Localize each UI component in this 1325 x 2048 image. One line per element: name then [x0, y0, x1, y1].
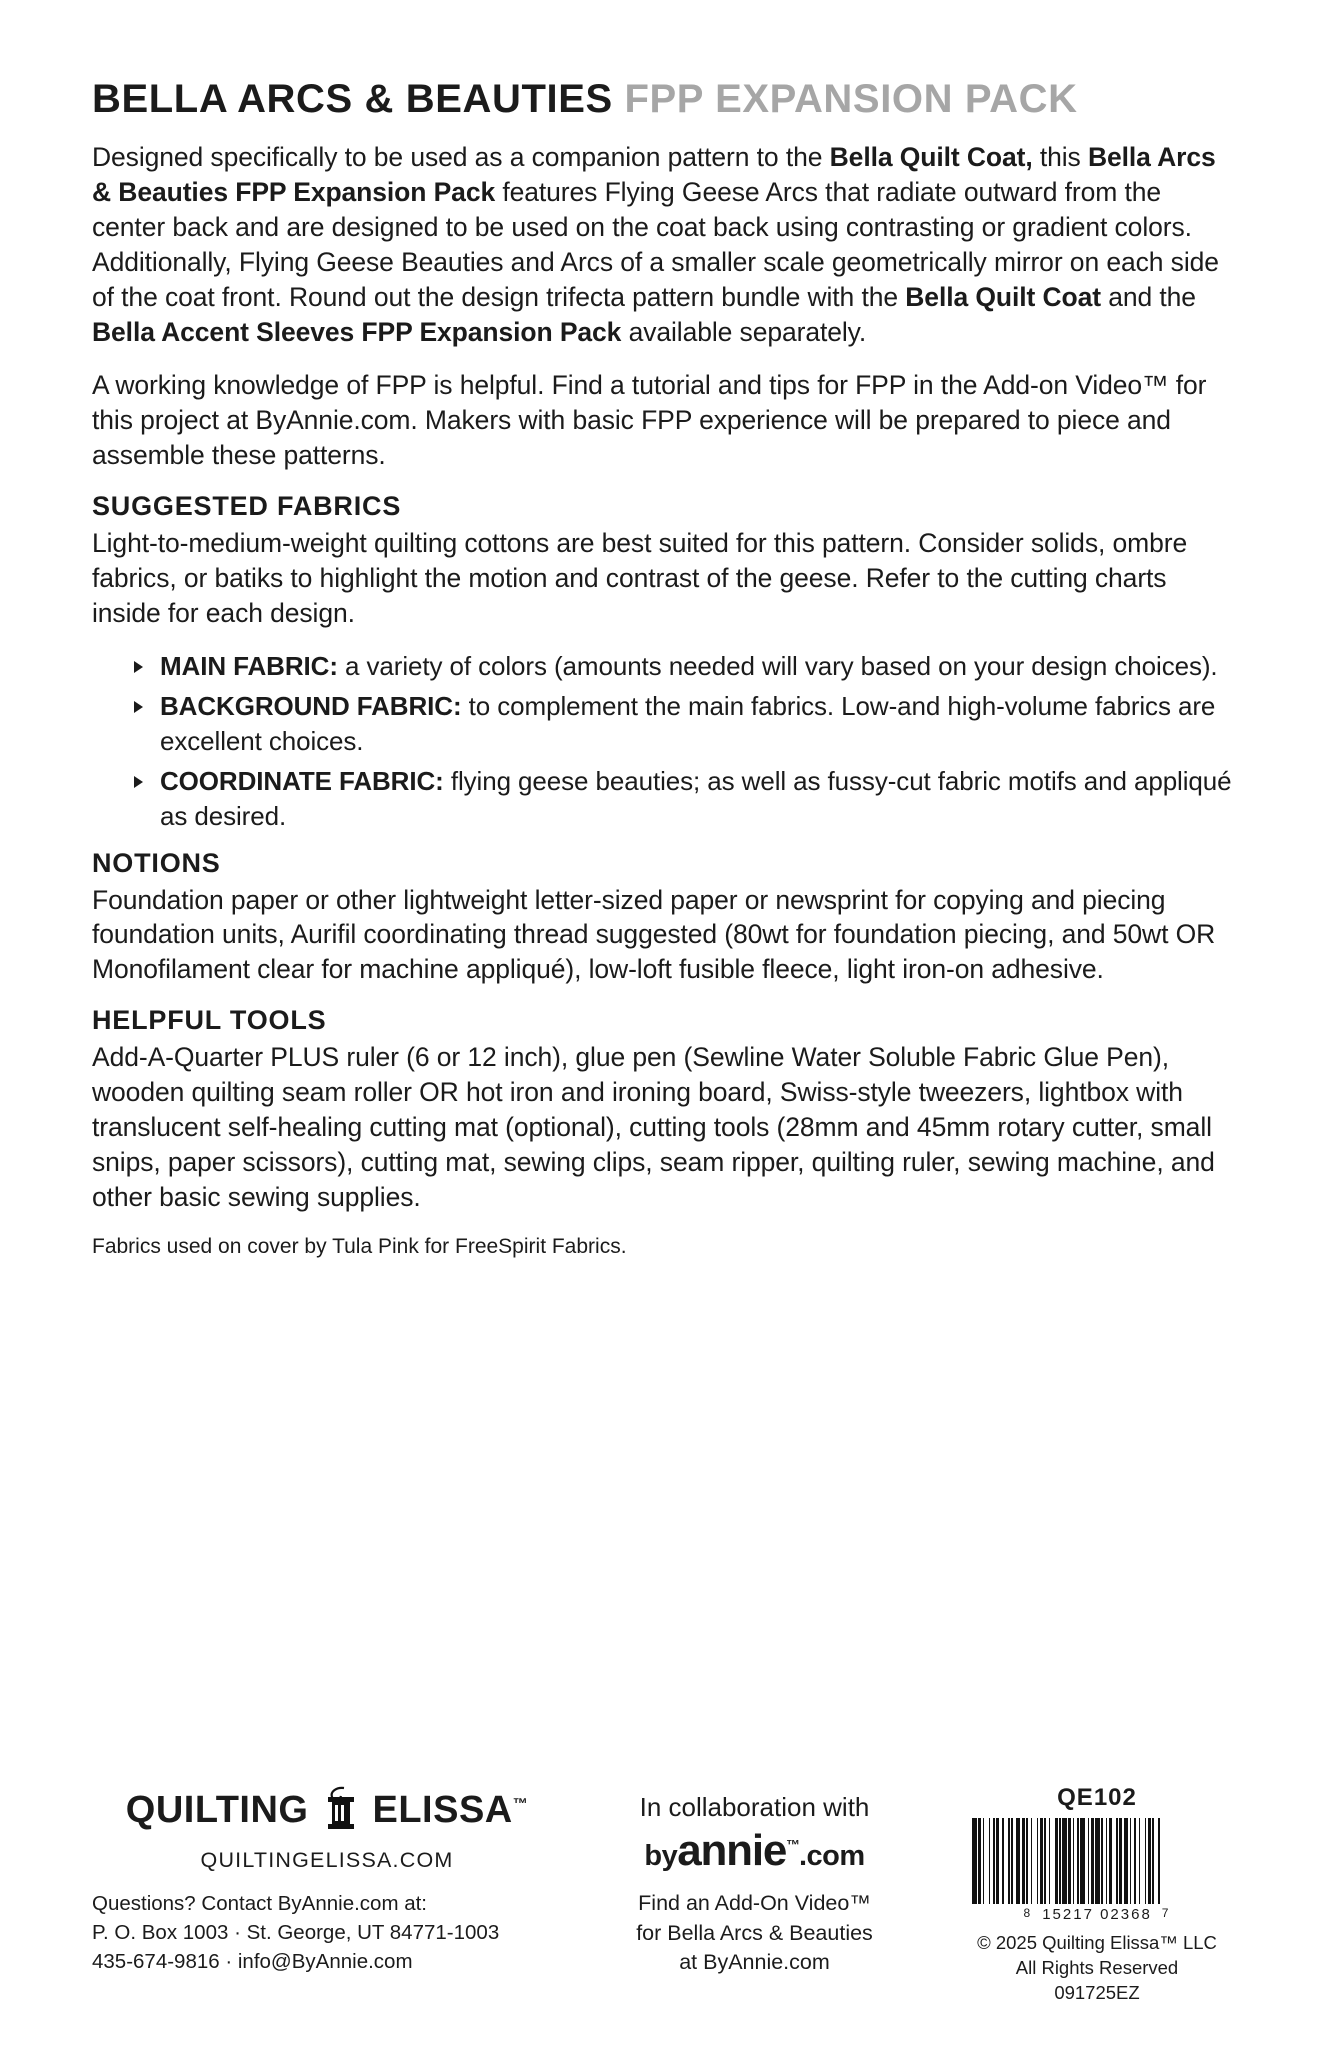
byannie-annie: annie [677, 1826, 787, 1876]
barcode-digit-left: 8 [1023, 1906, 1033, 1921]
list-item-label: BACKGROUND FABRIC: [160, 691, 462, 722]
list-item [130, 649, 1233, 684]
copyright-block [947, 1931, 1247, 2006]
fabric-credit: Fabrics used on cover by Tula Pink for FreeSpirit Fabrics. [92, 1235, 627, 1259]
intro-p1-bold-2: Bella Arcs & Beauties FPP Expansion Pack [92, 142, 1216, 207]
brand-website: QUILTINGELISSA.COM [200, 1848, 454, 1873]
section-heading-notions: NOTIONS [92, 847, 221, 878]
triangle-bullet-icon [134, 701, 143, 713]
helpful-tools-text: Add-A-Quarter PLUS ruler (6 or 12 inch), glue pen (Sewline Water Soluble Fabric Glue Pen), wooden quilting seam roller OR hot iron and ironing board, Swiss-style tweezers, lightbox with translucent self-healing cutting mat (optional), cutting tools (28mm and 45mm rotary cutter, small snips, paper scissors), cutting mat, sewing clips, seam ripper, quilting ruler, sewing machine, and other basic sewing supplies. [92, 1042, 1215, 1213]
page-title [92, 78, 1233, 120]
thread-spool-icon [314, 1784, 366, 1836]
intro-p1-bold-4: Bella Accent Sleeves FPP Expansion Pack [92, 316, 622, 347]
contact-line-3: 435-674-9816 · info@ByAnnie.com [92, 1950, 413, 1974]
barcode-container [947, 1818, 1247, 1904]
intro-paragraph-2: A working knowledge of FPP is helpful. Find a tutorial and tips for FPP in the Add-on Video™ for this project at ByAnnie.com. Makers with basic FPP experience will be prepared to piece and assemble these patterns. [92, 369, 1207, 470]
triangle-bullet-icon [134, 776, 143, 788]
intro-p1-part-a: Designed specifically to be used as a companion pattern to the [92, 142, 830, 172]
copyright-line-1: © 2025 Quilting Elissa™ LLC [977, 1932, 1217, 1954]
byannie-logo [590, 1826, 920, 1876]
intro-paragraph-1 [92, 140, 1233, 350]
footer-left-column [92, 1784, 562, 1976]
contact-block [92, 1889, 562, 1976]
list-item-label: MAIN FABRIC: [160, 650, 338, 681]
addon-line-1: Find an Add-On Video™ [638, 1891, 871, 1916]
logo-text-quilting: QUILTING [125, 1788, 309, 1831]
section-heading-suggested-fabrics: SUGGESTED FABRICS [92, 490, 402, 521]
byannie-trademark: ™ [786, 1836, 799, 1853]
page-title-main: BELLA ARCS & BEAUTIES [92, 77, 613, 121]
intro-p1-part-f: available separately. [621, 316, 867, 347]
addon-line-3: at ByAnnie.com [679, 1949, 830, 1974]
list-item-label: COORDINATE FABRIC: [160, 766, 444, 797]
triangle-bullet-icon [134, 661, 143, 673]
trademark-symbol: ™ [512, 1794, 529, 1812]
footer [92, 1784, 1247, 2006]
notions-text: Foundation paper or other lightweight letter-sized paper or newsprint for copying and piecing foundation units, Aurifil coordinating thread suggested (80wt for foundation piecing, and 50wt OR Monofilament clear for machine appliqué), low-loft fusible fleece, light iron-on adhesive. [92, 884, 1216, 985]
suggested-fabrics-list [92, 649, 1233, 834]
copyright-line-2: All Rights Reserved [1015, 1957, 1179, 1979]
list-item-text: to complement the main fabrics. Low-and high-volume fabrics are excellent choices. [160, 691, 1216, 756]
section-heading-helpful-tools: HELPFUL TOOLS [92, 1005, 327, 1036]
byannie-dotcom: .com [798, 1840, 865, 1873]
suggested-fabrics-intro: Light-to-medium-weight quilting cottons are best suited for this pattern. Consider solids, ombre fabrics, or batiks to highlight the motion and contrast of the geese. Refer to the cutting charts inside for each design. [92, 527, 1188, 628]
list-item [130, 764, 1233, 833]
copyright-line-3: 091725EZ [1054, 1982, 1140, 2004]
list-item-text: flying geese beauties; as well as fussy-cut fabric motifs and appliqué as desired. [160, 766, 1232, 831]
intro-p1-part-d: features Flying Geese Arcs that radiate outward from the center back and are designed to be used on the coat back using contrasting or gradient colors. Additionally, Flying Geese Beauties and Arcs of a smaller scale geometrically mirror on each side of the coat front. Round out the design trifecta pattern bundle with the [92, 176, 1219, 312]
barcode-digit-mid: 15217 02368 [1042, 1906, 1152, 1924]
collaboration-label: In collaboration with [639, 1792, 870, 1823]
addon-line-2: for Bella Arcs & Beauties [636, 1920, 873, 1945]
contact-line-1: Questions? Contact ByAnnie.com at: [92, 1892, 428, 1916]
list-item-text: a variety of colors (amounts needed will vary based on your design choices). [337, 650, 1218, 681]
quilting-elissa-logo [92, 1784, 562, 1836]
barcode-digit-right: 7 [1161, 1906, 1171, 1921]
barcode-digits [947, 1906, 1247, 1923]
footer-middle-column [590, 1784, 920, 1977]
page-title-sub: FPP EXPANSION PACK [624, 77, 1078, 121]
intro-p1-part-c: this [1032, 142, 1088, 172]
addon-video-note [590, 1889, 920, 1977]
byannie-by: by [644, 1840, 678, 1873]
logo-text-elissa: ELISSA™ [372, 1788, 529, 1831]
footer-right-column [947, 1784, 1247, 2006]
intro-p1-bold-1: Bella Quilt Coat, [829, 142, 1033, 172]
contact-line-2: P. O. Box 1003 · St. George, UT 84771-1003 [92, 1921, 500, 1945]
sku-code: QE102 [1057, 1784, 1137, 1812]
list-item [130, 689, 1233, 758]
intro-p1-part-e: and the [1100, 281, 1196, 312]
intro-p1-bold-3: Bella Quilt Coat [905, 281, 1101, 312]
barcode-image [972, 1818, 1222, 1904]
